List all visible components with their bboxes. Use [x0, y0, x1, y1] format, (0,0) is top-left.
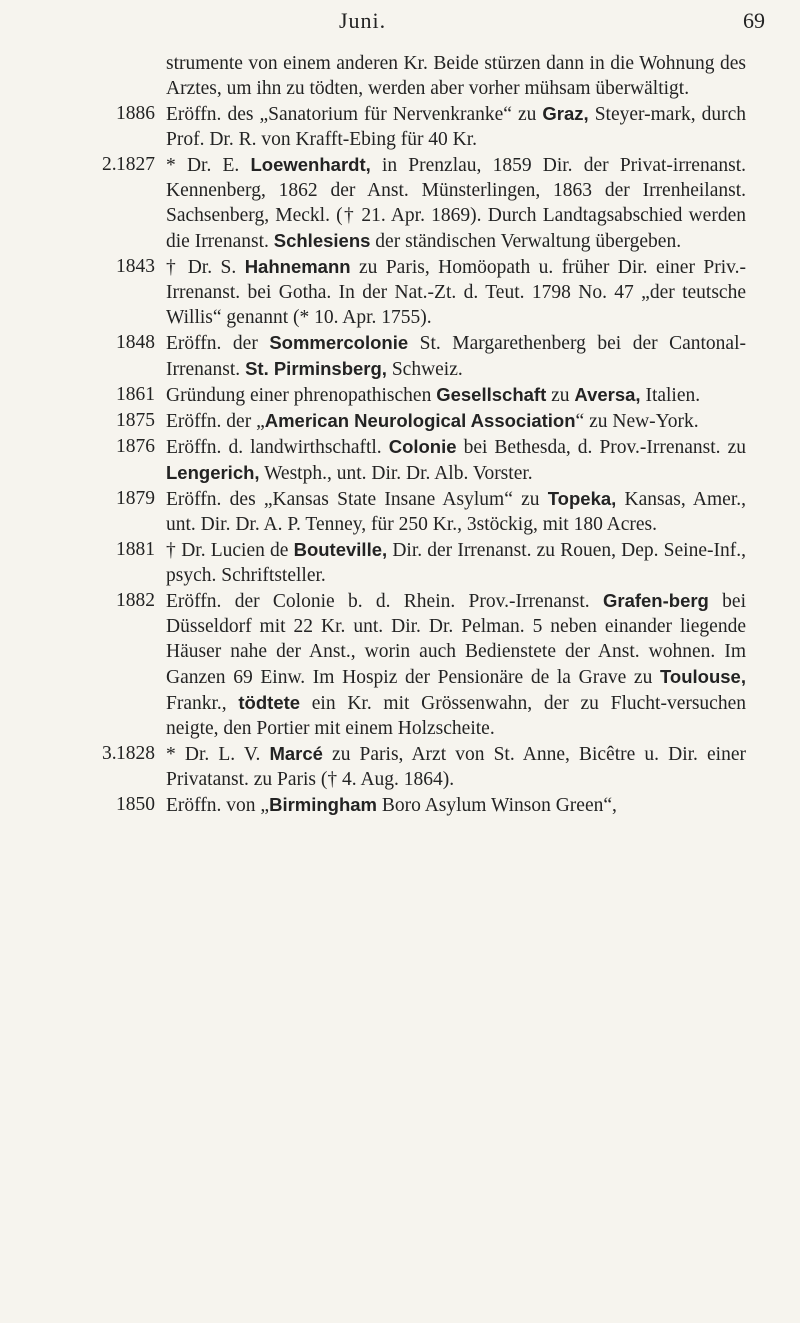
- entry-text: † Dr. S. Hahnemann zu Paris, Homöopath u. früher Dir. einer Priv.-Irrenanst. bei Gotha. In der Nat.-Zt. d. Teut. 1798 No. 47 „der teutsche Willis“ genannt (* 10. Apr. 1755).: [166, 256, 746, 328]
- entry-year: 1843: [116, 256, 155, 277]
- entry-1886: [0, 101, 800, 152]
- entry-1879: [0, 486, 800, 537]
- entry-1875: [0, 408, 800, 434]
- entry-1843: [0, 254, 800, 330]
- running-header: [0, 8, 800, 42]
- entry-text: Eröffn. der „American Neurological Association“ zu New-York.: [166, 410, 699, 432]
- entry-year: 1881: [116, 539, 155, 560]
- entry-text: Eröffn. d. landwirthschaftl. Colonie bei Bethesda, d. Prov.-Irrenanst. zu Lengerich, Westph., unt. Dir. Dr. Alb. Vorster.: [166, 436, 746, 484]
- entry-text: Eröffn. der Colonie b. d. Rhein. Prov.-Irrenanst. Grafen-berg bei Düsseldorf mit 22 Kr. unt. Dir. Dr. Pelman. 5 neben einander liegende Häuser nahe der Anst., worin auch Bedienstete der Anst. wohnen. Im Ganzen 69 Einw. Im Hospiz der Pensionäre de la Grave zu Toulouse, Frankr., tödtete ein Kr. mit Grössenwahn, der zu Flucht-versuchen neigte, den Portier mit einem Holzscheite.: [166, 590, 746, 739]
- entry-text: † Dr. Lucien de Bouteville, Dir. der Irrenanst. zu Rouen, Dep. Seine-Inf., psych. Schriftsteller.: [166, 539, 746, 586]
- entry-1848: [0, 330, 800, 382]
- entry-day: 3.: [102, 743, 117, 764]
- entry-1882: [0, 588, 800, 741]
- entry-1861: [0, 382, 800, 408]
- running-title: Juni.: [339, 8, 387, 33]
- entry-1828: [0, 741, 800, 792]
- entry-year: 1828: [116, 743, 155, 764]
- entry-text: * Dr. L. V. Marcé zu Paris, Arzt von St. Anne, Bicêtre u. Dir. einer Privatanst. zu Paris († 4. Aug. 1864).: [166, 743, 746, 790]
- entry-continuation: [0, 51, 800, 101]
- entry-1881: [0, 537, 800, 588]
- entry-year: 1886: [116, 103, 155, 124]
- entry-year: 1848: [116, 332, 155, 353]
- page-body: [0, 51, 800, 818]
- entry-year: 1875: [116, 410, 155, 431]
- entry-text: Eröffn. des „Kansas State Insane Asylum“ zu Topeka, Kansas, Amer., unt. Dir. Dr. A. P. Tenney, für 250 Kr., 3stöckig, mit 180 Acres.: [166, 488, 746, 535]
- entry-text: * Dr. E. Loewenhardt, in Prenzlau, 1859 Dir. der Privat-irrenanst. Kennenberg, 1862 der Anst. Münsterlingen, 1863 der Irrenheilanst. Sachsenberg, Meckl. († 21. Apr. 1869). Durch Landtagsabschied werden die Irrenanst. Schlesiens der ständischen Verwaltung übergeben.: [166, 154, 746, 252]
- entry-1876: [0, 434, 800, 486]
- entry-year: 1827: [116, 154, 155, 175]
- entry-year: 1876: [116, 436, 155, 457]
- entry-1827: [0, 152, 800, 254]
- entry-day: 2.: [102, 154, 117, 175]
- entry-year: 1882: [116, 590, 155, 611]
- entry-text: Eröffn. der Sommercolonie St. Margarethenberg bei der Cantonal-Irrenanst. St. Pirminsberg, Schweiz.: [166, 332, 746, 380]
- entry-text: Eröffn. des „Sanatorium für Nervenkranke“ zu Graz, Steyer-mark, durch Prof. Dr. R. von Krafft-Ebing für 40 Kr.: [166, 103, 746, 150]
- entry-text: Gründung einer phrenopathischen Gesellschaft zu Aversa, Italien.: [166, 384, 701, 406]
- page-number: 69: [743, 8, 765, 33]
- entry-year: 1879: [116, 488, 155, 509]
- entry-text: Eröffn. von „Birmingham Boro Asylum Winson Green“,: [166, 794, 617, 816]
- entry-year: 1861: [116, 384, 155, 405]
- entry-text: strumente von einem anderen Kr. Beide stürzen dann in die Wohnung des Arztes, um ihn zu tödten, werden aber vorher mühsam überwältigt.: [166, 53, 746, 99]
- entry-1850: [0, 792, 800, 818]
- entry-year: 1850: [116, 794, 155, 815]
